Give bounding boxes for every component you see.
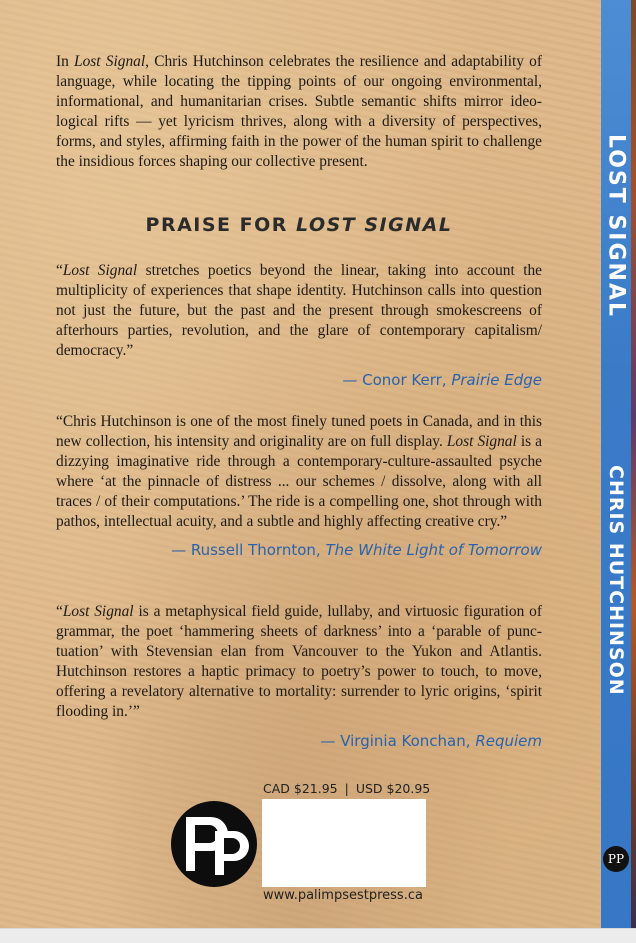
book-spine (601, 0, 631, 928)
attribution-work: Requiem (475, 732, 542, 750)
text-segment: “Chris Hutchinson is one of the most finely tuned poets in Canada, and in this new collection, his intensity and originality are on full display. (56, 413, 542, 451)
book-title-italic: Lost Signal (446, 433, 517, 451)
blurb-quote (56, 261, 542, 361)
spine-author: CHRIS HUTCHINSON (605, 464, 627, 696)
book-description (56, 52, 542, 173)
blurb-quote (56, 602, 542, 723)
attribution-dash: — (342, 371, 363, 389)
attribution-name: Russell Thornton (190, 541, 316, 559)
book-title-italic: Lost Signal (74, 53, 146, 70)
front-cover-edge (631, 0, 636, 928)
text-segment: In (56, 53, 75, 70)
attribution-separator: , (315, 541, 326, 559)
text-segment: stretches poetics beyond the linear, taking into account the multiplicity of experiences that shape identity. Hutchinson calls into question not just the future, but the past and the present through smokescreens of afterhours parties, revolution, and the glare of contemporary capitalism/​democracy.” (56, 262, 542, 360)
attribution-work: Prairie Edge (451, 371, 542, 389)
text-segment: “ (56, 603, 63, 620)
attribution-work: The White Light of Tomorrow (325, 541, 542, 559)
blurb-attribution (56, 732, 542, 750)
spine-pp-logo-icon: PP (603, 846, 629, 872)
attribution-name: Conor Kerr (362, 371, 442, 389)
praise-heading-title: LOST SIGNAL (296, 214, 453, 236)
praise-heading-prefix: PRAISE FOR (145, 214, 297, 236)
spine-title: LOST SIGNAL (603, 133, 629, 318)
text-segment: , Chris Hutchinson celebrates the resilience and adaptability of language, while locating the tipping points of our ongoing environmental, informational, and humanitarian crises. Subtle semantic shifts mirror ideological rifts — yet lyricism thrives, along with a diversity of perspectives, forms, and styles, affirming faith in the power of the human spirit to challenge the insidious forces shaping our collective present. (56, 53, 542, 171)
barcode-area (262, 799, 426, 887)
praise-heading (56, 214, 542, 236)
text-segment: is a metaphysical field guide, lullaby, and virtuosic figuration of grammar, the poet ‘hammering sheets of darkness’ into a ‘parable of punctuation’ with Stevensian elan from Vancouver to the Yukon and Atlantis. Hutchinson restores a haptic primacy to poetry’s power to touch, to move, offering a revelatory alternative to mortality: surrender to lyric origins, ‘spirit flooding in.’” (56, 603, 543, 721)
blurb-quote (56, 412, 542, 533)
price-cad: CAD $21.95 (263, 781, 338, 796)
book-title-italic: Lost Signal (62, 262, 138, 279)
attribution-dash: — (320, 732, 341, 750)
publisher-website: www.palimpsestpress.ca (263, 888, 423, 903)
book-title-italic: Lost Signal (62, 603, 134, 620)
text-segment: “ (56, 262, 63, 279)
text-segment: is a dizzying imaginative ride through a contemporary-culture-assaulted psyche where ‘at the pinnacle of distress ... our schemes / dissolve, along with all traces / of their computations.’ The ride is a compelling one, shot through with pathos, intellectual acuity, and a subtle and highly affecting creative cry.” (56, 433, 542, 531)
pp-logo-graphic (171, 801, 257, 887)
price-line (263, 781, 430, 796)
blurb-attribution (56, 371, 542, 389)
attribution-separator: , (441, 371, 452, 389)
price-separator: | (344, 781, 349, 796)
page-bottom-margin (0, 928, 636, 943)
attribution-separator: , (465, 732, 476, 750)
attribution-dash: — (171, 541, 191, 559)
price-usd: USD $20.95 (355, 781, 431, 796)
blurb-attribution (56, 541, 542, 559)
attribution-name: Virginia Konchan (340, 732, 466, 750)
palimpsest-pp-logo-icon (171, 801, 257, 887)
